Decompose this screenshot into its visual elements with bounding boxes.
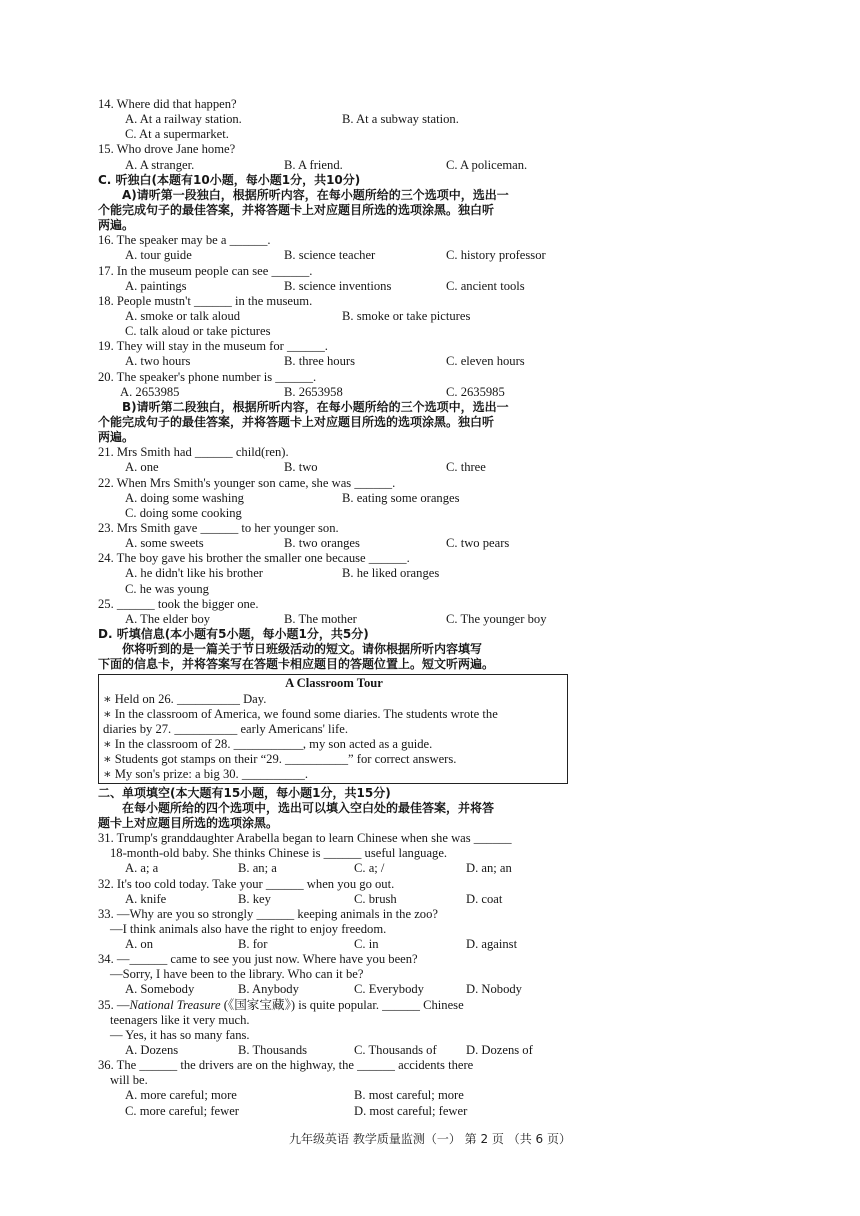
option: B. 2653958	[284, 384, 343, 399]
page-footer: 九年级英语 教学质量监测（一） 第 2 页 （共 6 页）	[289, 1132, 571, 1146]
option: C. more careful; fewer	[125, 1103, 239, 1118]
options-20	[98, 385, 578, 400]
options-23	[98, 536, 578, 551]
part-two-questions	[98, 831, 578, 1119]
option: B. three hours	[284, 354, 355, 369]
options-14-row1	[98, 112, 578, 127]
option: A. Somebody	[125, 982, 195, 997]
option: C. The younger boy	[446, 611, 547, 626]
info-card-line: ∗ In the classroom of 28. ___________, my son acted as a guide.	[103, 737, 433, 752]
question-25: 25. ______ took the bigger one.	[98, 596, 259, 611]
question-36-cont: will be.	[110, 1073, 148, 1088]
option: A. more careful; more	[125, 1088, 237, 1103]
option: B. key	[238, 891, 271, 906]
options-17	[98, 279, 578, 294]
question-20: 20. The speaker's phone number is ______.	[98, 369, 317, 384]
options-35	[98, 1043, 578, 1058]
options-21	[98, 460, 578, 475]
option: C. three	[446, 460, 486, 475]
options-14-row2	[98, 127, 578, 142]
option: A. on	[125, 937, 153, 952]
option: A. 2653985	[120, 384, 180, 399]
option: D. Nobody	[466, 982, 522, 997]
options-15	[98, 158, 578, 173]
option: A. doing some washing	[125, 490, 244, 505]
option: A. The elder boy	[125, 611, 211, 626]
option: A. smoke or talk aloud	[125, 308, 241, 323]
option: B. science teacher	[284, 248, 376, 263]
option: B. smoke or take pictures	[342, 308, 471, 323]
question-33-cont: —I think animals also have the right to enjoy freedom.	[110, 921, 387, 936]
option: D. against	[466, 937, 518, 952]
options-32	[98, 892, 578, 907]
option: B. an; a	[238, 861, 277, 876]
option: A. two hours	[125, 354, 191, 369]
info-card-line: ∗ Held on 26. __________ Day.	[103, 691, 267, 706]
option: A. tour guide	[125, 248, 192, 263]
option: C. two pears	[446, 536, 510, 551]
question-17: 17. In the museum people can see ______.	[98, 263, 313, 278]
option: C. talk aloud or take pictures	[125, 324, 271, 339]
question-36: 36. The ______ the drivers are on the highway, the ______ accidents there	[98, 1058, 474, 1073]
options-22	[98, 506, 578, 521]
option: C. history professor	[446, 248, 546, 263]
options-34	[98, 982, 578, 997]
section-c-b-instruction: B)请听第二段独白，根据所听内容，在每小题所给的三个选项中，选出一	[122, 399, 509, 414]
options-16	[98, 248, 578, 263]
section-c-a-instruction: 个能完成句子的最佳答案，并将答题卡上对应题目所选的选项涂黑。独白听	[98, 202, 495, 217]
section-c-a-instruction: A)请听第一段独白，根据所听内容，在每小题所给的三个选项中，选出一	[122, 187, 509, 202]
option: C. ancient tools	[446, 278, 525, 293]
option: B. two oranges	[284, 536, 360, 551]
question-31-cont: 18-month-old baby. She thinks Chinese is ______ useful language.	[110, 846, 448, 861]
part-two-instruction: 在每小题所给的四个选项中，选出可以填入空白处的最佳答案，并将答	[122, 800, 495, 815]
question-24: 24. The boy gave his brother the smaller one because ______.	[98, 551, 410, 566]
option: C. doing some cooking	[125, 505, 242, 520]
question-34-cont: —Sorry, I have been to the library. Who can it be?	[110, 967, 364, 982]
option: A. knife	[125, 891, 167, 906]
option: B. Thousands	[238, 1043, 308, 1058]
options-18	[98, 324, 578, 339]
option: A. Dozens	[125, 1043, 179, 1058]
options-19	[98, 354, 578, 369]
options-25	[98, 612, 578, 627]
option: B. Anybody	[238, 982, 299, 997]
option: C. a; /	[354, 861, 385, 876]
info-card-title: A Classroom Tour	[285, 676, 383, 691]
page-content	[98, 97, 578, 1119]
question-18: 18. People mustn't ______ in the museum.	[98, 293, 313, 308]
option: A. At a railway station.	[125, 112, 242, 127]
options-24	[98, 566, 578, 581]
question-34: 34. —______ came to see you just now. Where have you been?	[98, 952, 418, 967]
option: C. brush	[354, 891, 397, 906]
option: A. he didn't like his brother	[125, 566, 263, 581]
option: C. At a supermarket.	[125, 127, 229, 142]
options-22	[98, 491, 578, 506]
question-21: 21. Mrs Smith had ______ child(ren).	[98, 445, 289, 460]
info-card	[98, 674, 568, 783]
option: B. for	[238, 937, 268, 952]
option: B. A friend.	[284, 157, 343, 172]
options-24	[98, 582, 578, 597]
option: B. eating some oranges	[342, 490, 460, 505]
option: B. The mother	[284, 611, 357, 626]
info-card-line: diaries by 27. __________ early Americans' life.	[103, 721, 348, 736]
option: A. A stranger.	[125, 157, 195, 172]
options-33	[98, 937, 578, 952]
section-c-a-instruction: 两遍。	[98, 218, 135, 233]
option: C. Thousands of	[354, 1043, 437, 1058]
option: D. an; an	[466, 861, 512, 876]
section-d-instruction: 下面的信息卡，并将答案写在答题卡相应题目的答题位置上。短文听两遍。	[98, 657, 495, 672]
question-35-cont: — Yes, it has so many fans.	[110, 1027, 250, 1042]
question-15: 15. Who drove Jane home?	[98, 142, 236, 157]
question-35: 35. —National Treasure (《国家宝藏》) is quite popular. ______ Chinese	[98, 997, 464, 1012]
option: B. two	[284, 460, 318, 475]
section-c-b-instruction: 两遍。	[98, 430, 135, 445]
question-16: 16. The speaker may be a ______.	[98, 233, 271, 248]
part-two-instruction: 题卡上对应题目所选的选项涂黑。	[98, 815, 279, 830]
section-d-instruction: 你将听到的是一篇关于节日班级活动的短文。请你根据所听内容填写	[122, 642, 483, 657]
section-c-b-instruction: 个能完成句子的最佳答案，并将答题卡上对应题目所选的选项涂黑。独白听	[98, 414, 495, 429]
option: C. Everybody	[354, 982, 424, 997]
info-card-line: ∗ My son's prize: a big 30. __________.	[103, 767, 308, 782]
option: A. one	[125, 460, 159, 475]
question-35-cont: teenagers like it very much.	[110, 1012, 250, 1027]
part-two-heading: 二、单项填空(本大题有15小题，每小题1分，共15分)	[98, 785, 391, 800]
question-14: 14. Where did that happen?	[98, 97, 237, 111]
option: B. At a subway station.	[342, 112, 459, 127]
part-b-questions	[98, 445, 578, 627]
option: B. science inventions	[284, 278, 392, 293]
question-31: 31. Trump's granddaughter Arabella began to learn Chinese when she was ______	[98, 831, 512, 846]
option: B. most careful; more	[354, 1088, 464, 1103]
question-22: 22. When Mrs Smith's younger son came, she was ______.	[98, 475, 396, 490]
option: B. he liked oranges	[342, 566, 440, 581]
question-19: 19. They will stay in the museum for ______.	[98, 339, 328, 354]
options-36	[98, 1088, 578, 1103]
info-card-line: ∗ In the classroom of America, we found some diaries. The students wrote the	[103, 706, 498, 721]
options-36	[98, 1104, 578, 1119]
option: C. 2635985	[446, 384, 505, 399]
option: D. Dozens of	[466, 1043, 533, 1058]
section-d-heading: D. 听填信息(本小题有5小题，每小题1分，共5分)	[98, 626, 369, 641]
option: D. coat	[466, 891, 503, 906]
section-c-heading: C. 听独白(本题有10小题，每小题1分，共10分)	[98, 172, 361, 187]
question-33: 33. —Why are you so strongly ______ keeping animals in the zoo?	[98, 906, 438, 921]
option: A. a; a	[125, 861, 159, 876]
option: C. A policeman.	[446, 157, 528, 172]
question-23: 23. Mrs Smith gave ______ to her younger son.	[98, 520, 339, 535]
option: C. he was young	[125, 581, 209, 596]
option: D. most careful; fewer	[354, 1103, 468, 1118]
options-18	[98, 309, 578, 324]
option: A. some sweets	[125, 536, 204, 551]
option: A. paintings	[125, 278, 187, 293]
option: C. in	[354, 937, 379, 952]
part-a-questions	[98, 233, 578, 400]
options-31	[98, 861, 578, 876]
info-card-line: ∗ Students got stamps on their “29. __________” for correct answers.	[103, 752, 457, 767]
option: C. eleven hours	[446, 354, 525, 369]
question-32: 32. It's too cold today. Take your ______ when you go out.	[98, 876, 395, 891]
